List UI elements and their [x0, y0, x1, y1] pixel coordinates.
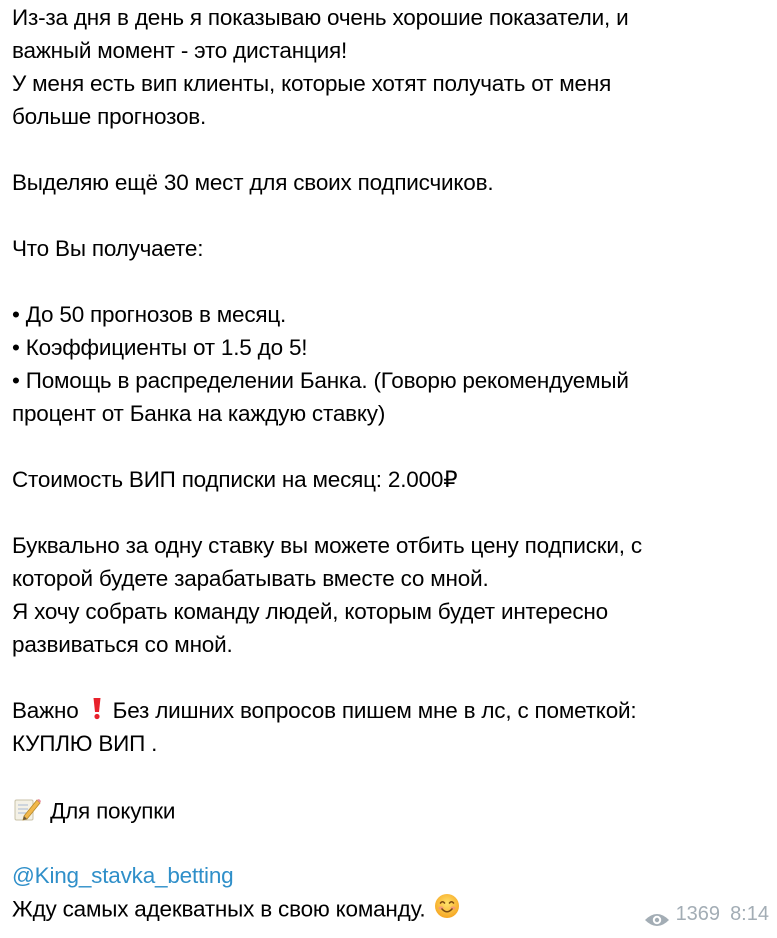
views-counter	[644, 898, 721, 930]
memo-icon	[12, 794, 42, 831]
message-text-line: процент от Банка на каждую ставку)	[12, 401, 386, 426]
important-line	[12, 695, 636, 729]
channel-mention-link[interactable]: @King_stavka_betting	[12, 863, 234, 888]
bullet-item: • До 50 прогнозов в месяц.	[12, 302, 287, 327]
eye-icon	[644, 906, 670, 922]
message-text-line: Из-за дня в день я показываю очень хорошие показатели, и	[12, 5, 629, 30]
important-text: Без лишних вопросов пишем мне в лс, с пометкой:	[112, 698, 637, 723]
message-text-line: У меня есть вип клиенты, которые хотят получать от меня	[12, 71, 612, 96]
closing-line	[12, 893, 460, 928]
message-text-line: КУПЛЮ ВИП .	[12, 731, 158, 756]
message-text-line: развиваться со мной.	[12, 632, 233, 657]
closing-text: Жду самых адекватных в свою команду.	[12, 896, 426, 922]
purchase-line	[12, 794, 175, 831]
bullet-item: • Коэффициенты от 1.5 до 5!	[12, 335, 308, 360]
message-text-line: важный момент - это дистанция!	[12, 38, 348, 63]
message-text-line: больше прогнозов.	[12, 104, 207, 129]
smile-emoji-icon	[434, 893, 460, 928]
message-text-line: которой будете зарабатывать вместе со мной.	[12, 566, 489, 591]
important-label: Важно	[12, 698, 79, 723]
bullet-item: • Помощь в распределении Банка. (Говорю рекомендуемый	[12, 368, 629, 393]
views-count: 1369	[675, 903, 721, 925]
message-text-line: Что Вы получаете:	[12, 236, 204, 261]
exclamation-icon	[91, 696, 103, 729]
message-text-line: Я хочу собрать команду людей, которым будет интересно	[12, 599, 608, 624]
message-text-line: Выделяю ещё 30 мест для своих подписчиков.	[12, 170, 494, 195]
message-time: 8:14	[730, 903, 769, 925]
message-meta	[644, 898, 769, 930]
purchase-label: Для покупки	[50, 798, 176, 824]
price-line: Стоимость ВИП подписки на месяц: 2.000₽	[12, 467, 458, 492]
message-text-line: Буквально за одну ставку вы можете отбить цену подписки, с	[12, 533, 642, 558]
